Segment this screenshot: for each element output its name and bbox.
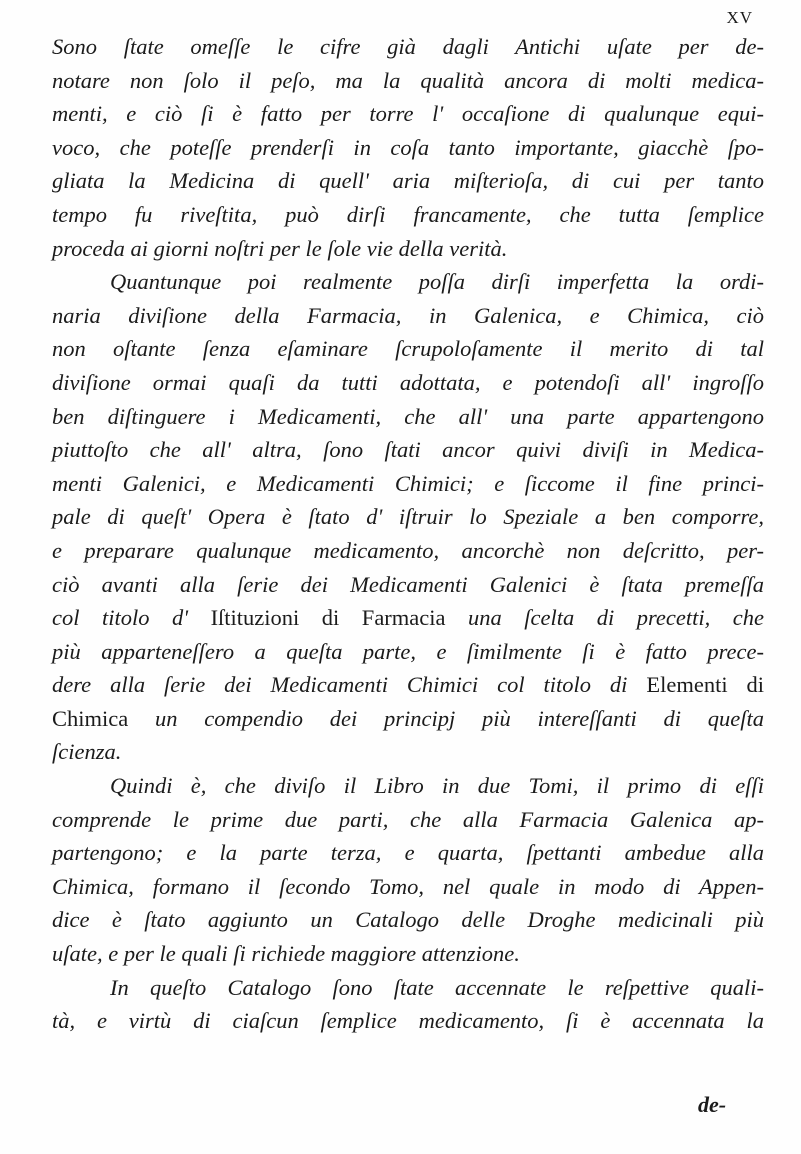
text-line: più apparteneſſero a queſta parte, e ſimilmente ſi è fatto prece- <box>52 638 764 664</box>
text-line: ciò avanti alla ſerie dei Medicamenti Galenici è ſtata premeſſa <box>52 571 764 597</box>
text-line: pale di queſt' Opera è ſtato d' iſtruir lo Speziale a ben comporre, <box>52 504 764 530</box>
text-line: menti Galenici, e Medicamenti Chimici; e ſiccome il fine princi- <box>52 470 764 496</box>
text-line: proceda ai giorni noſtri per le ſole vie della verità. <box>52 235 508 261</box>
text-line: e preparare qualunque medicamento, ancorchè non deſcritto, per- <box>52 537 764 563</box>
text-line: voco, che poteſſe prenderſi in coſa tanto importante, giacchè ſpo- <box>52 134 764 160</box>
text-line <box>52 702 764 736</box>
text-line-roman-part: Iſtituzioni di Farmacia <box>210 605 446 631</box>
text-line <box>52 601 764 635</box>
text-line: tà, e virtù di ciaſcun ſemplice medicamento, ſi è accennata la <box>52 1008 764 1034</box>
text-line: diviſione ormai quaſi da tutti adottata, e potendoſi all' ingroſſo <box>52 369 764 395</box>
text-line: non oſtante ſenza eſaminare ſcrupoloſamente il merito di tal <box>52 336 764 362</box>
text-line: Quantunque poi realmente poſſa dirſi imperfetta la ordi- <box>110 269 764 295</box>
text-line-italic-part: un compendio dei principj più intereſſanti di queſta <box>128 705 764 731</box>
text-line: piuttoſto che all' altra, ſono ſtati ancor quivi diviſi in Medica- <box>52 437 764 463</box>
text-line-roman-part: Elementi di <box>646 672 765 698</box>
catchword: de- <box>698 1092 727 1117</box>
body-text <box>52 30 764 1038</box>
text-line: uſate, e per le quali ſi richiede maggiore attenzione. <box>52 941 520 967</box>
text-line: In queſto Catalogo ſono ſtate accennate le reſpettive quali- <box>110 974 764 1000</box>
text-line: partengono; e la parte terza, e quarta, ſpettanti ambedue alla <box>52 840 764 866</box>
text-line-roman-part: Chimica <box>52 705 129 731</box>
text-line: ben diſtinguere i Medicamenti, che all' una parte appartengono <box>52 403 764 429</box>
text-line: menti, e ciò ſi è fatto per torre l' occaſione di qualunque equi- <box>52 101 764 127</box>
text-line: ſcienza. <box>52 739 122 765</box>
text-line: dice è ſtato aggiunto un Catalogo delle Droghe medicinali più <box>52 907 764 933</box>
page-number: XV <box>726 8 753 27</box>
text-line: naria diviſione della Farmacia, in Galenica, e Chimica, ciò <box>52 302 764 328</box>
text-line: tempo fu riveſtita, può dirſi francamente, che tutta ſemplice <box>52 201 764 227</box>
text-line-italic-part: una ſcelta di precetti, che <box>445 605 764 631</box>
text-line: Sono ſtate omeſſe le cifre già dagli Antichi uſate per de- <box>52 34 764 59</box>
text-line: notare non ſolo il peſo, ma la qualità ancora di molti medica- <box>52 67 764 93</box>
text-line-italic-part: col titolo d' <box>52 605 211 631</box>
text-line <box>52 668 764 702</box>
text-line: Chimica, formano il ſecondo Tomo, nel quale in modo di Appen- <box>52 873 764 899</box>
text-line: comprende le prime due parti, che alla Farmacia Galenica ap- <box>52 806 764 832</box>
text-line-italic-part: dere alla ſerie dei Medicamenti Chimici col titolo di <box>52 672 647 698</box>
text-line: Quindi è, che diviſo il Libro in due Tomi, il primo di eſſi <box>110 773 764 799</box>
text-line: gliata la Medicina di quell' aria miſterioſa, di cui per tanto <box>52 168 764 194</box>
